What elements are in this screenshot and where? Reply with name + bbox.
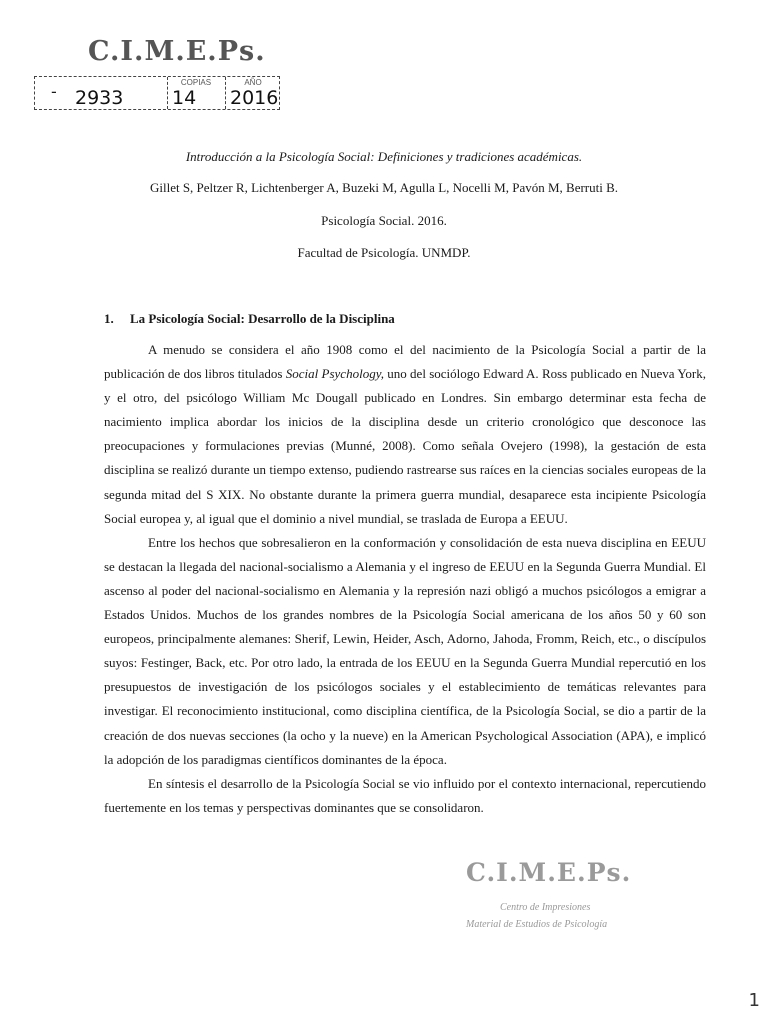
cimeps-stamp-logo: C.I.M.E.Ps. — [88, 36, 266, 67]
stamp-cell-anio — [225, 77, 280, 109]
section-number: 1. — [104, 311, 114, 326]
stamp-anio-label: AÑO — [244, 78, 262, 87]
document-title: Introducción a la Psicología Social: Definiciones y tradiciones académicas. — [185, 149, 583, 164]
stamp-copias-value: 14 — [172, 87, 197, 109]
book-title: Social Psychology, — [285, 366, 384, 382]
paragraph-2: Entre los hechos que sobresalieron en la conformación y consolidación de esta nueva disciplina en EEUU se destacan la llegada del nacional-socialismo a Alemania y el ingreso de EEUU en la Segunda Guerra Mundial. El ascenso al poder del nacional-socialismo en Alemania y la represión nazi obligó a muchos psicólogos a emigrar a Estados Unidos. Muchos de los grandes nombres de la Psicología Social americana de los años 50 y 60 son europeos, principalmente alemanes: Sherif, Lewin, Heider, Asch, Adorno, Jahoda, Fromm, Reich, etc., o discípulos suyos: Festinger, Back, etc. Por otro lado, la entrada de los EEUU en la Segunda Guerra Mundial repercutió en los presupuestos de investigación de los psicólogos sociales y el establecimiento de temáticas relevantes para investigar. El reconocimiento institucional, como disciplina científica, de la Psicología Social, se dio a partir de la creación de dos nuevas secciones (la ocho y la nueve) en la American Psychological Association (APA), e implicó la adopción de los paradigmas científicos dominantes de la época. — [104, 534, 706, 767]
document-faculty: Facultad de Psicología. UNMDP. — [297, 245, 471, 260]
stamp-cell-copias — [167, 77, 224, 109]
document-authors: Gillet S, Peltzer R, Lichtenberger A, Buzeki M, Agulla L, Nocelli M, Pavón M, Berruti B. — [149, 180, 619, 195]
document-journal: Psicología Social. 2016. — [321, 213, 447, 228]
stamp-cell-number — [35, 77, 165, 109]
cimeps-bottom-stamp — [460, 858, 640, 948]
bottom-stamp-line1: Centro de Impresiones — [500, 902, 591, 913]
stamp-anio-value: 2016 — [230, 87, 279, 109]
section-heading — [104, 311, 395, 327]
paragraph-1: A menudo se considera el año 1908 como el del nacimiento de la Psicología Social a partir de la publicación de dos libros titulados Social Psychology, uno del sociólogo Edward A. Ross publicado en Nueva York, y el otro, del psicólogo William Mc Dougall publicado en Londres. Sin embargo determinar esta fecha de nacimiento implica abordar los inicios de la disciplina desde un criterio cronológico que desconoce las preocupaciones y formulaciones previas (Munné, 2008). Como señala Ovejero (1998), la gestación de esta disciplina se realizó durante un tiempo extenso, pudiendo rastrearse sus raíces en la ciencias sociales europeas de la segunda mitad del S XIX. No obstante durante la primera guerra mundial, desaparece esta incipiente Psicología Social europea y, al igual que el dominio a nivel mundial, se traslada de Europa a EEUU. — [104, 342, 707, 526]
stamp-number-prefix: - — [51, 82, 57, 101]
page-number: 1 — [748, 990, 760, 1011]
stamp-number: 2933 — [75, 87, 124, 109]
bottom-stamp-line2: Material de Estudios de Psicología — [466, 919, 608, 930]
stamp-box — [34, 76, 280, 110]
cimeps-stamp — [30, 36, 290, 116]
section-title: La Psicología Social: Desarrollo de la Disciplina — [130, 311, 395, 326]
paragraph-3: En síntesis el desarrollo de la Psicología Social se vio influido por el contexto internacional, repercutiendo fuertemente en los temas y perspectivas dominantes que se consolidaron. — [104, 775, 706, 815]
stamp-copias-label: COPIAS — [180, 78, 212, 87]
bottom-stamp-logo: C.I.M.E.Ps. — [466, 858, 632, 887]
body-text — [104, 338, 706, 820]
